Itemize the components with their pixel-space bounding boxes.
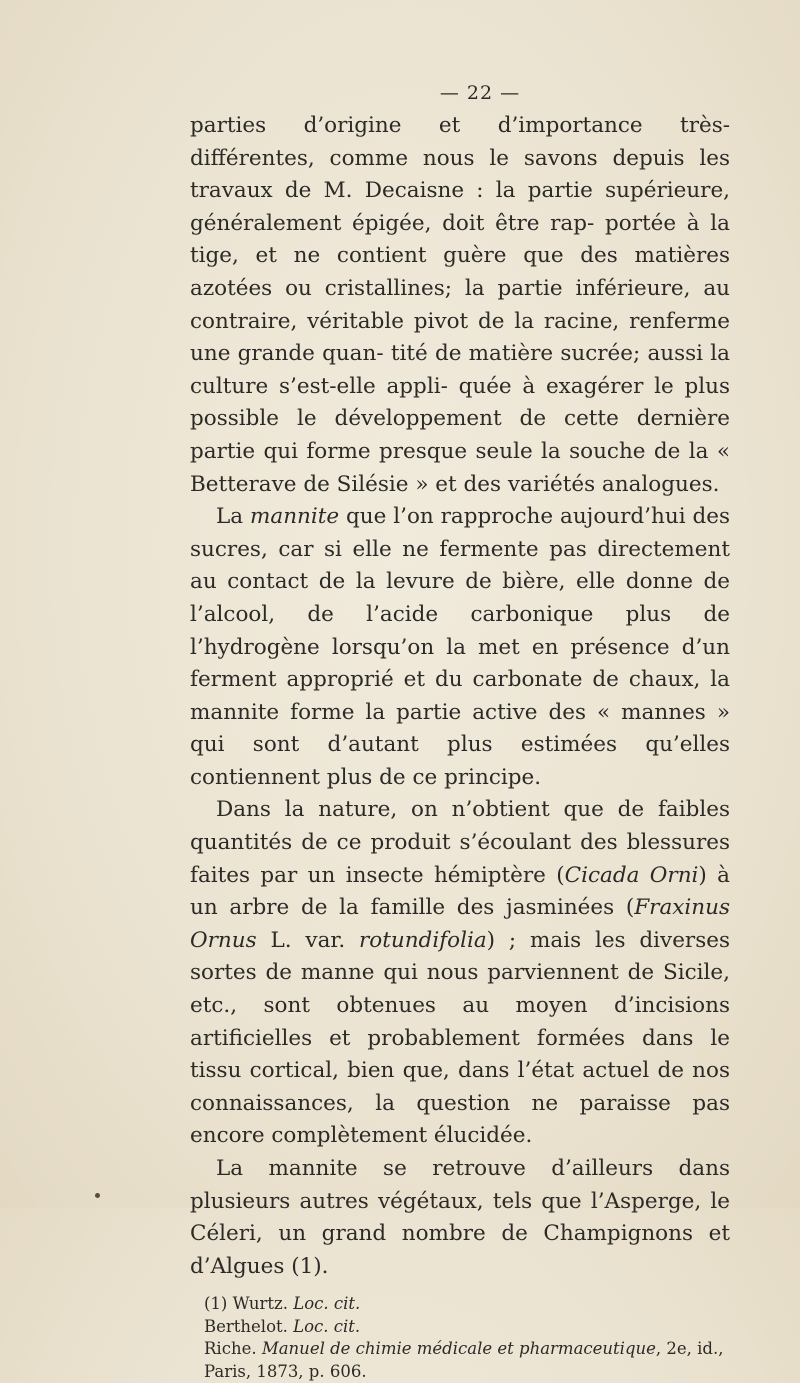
- text-line: parties d’origine et d’importance très-différentes, comme: [190, 113, 730, 171]
- text-line: nous le savons depuis les travaux de M. Decaisne : la: [190, 145, 730, 204]
- footnote-author: (1) Wurtz.: [204, 1294, 294, 1314]
- body-text: [190, 110, 730, 1283]
- footnote-details: , 2e, id., Paris, 1873, p. 606.: [204, 1339, 724, 1381]
- paragraph-betterave: [190, 110, 730, 501]
- book-page: [190, 82, 730, 1383]
- footnote-berthelot: [204, 1316, 730, 1339]
- paragraph-vegetaux: [190, 1153, 730, 1283]
- ink-speck: [95, 1193, 100, 1198]
- footnote-title: Manuel de chimie médicale et pharmaceutique: [261, 1339, 656, 1359]
- text-line: quée à exagérer le plus possible le développement de: [190, 373, 731, 432]
- footnote-author: Berthelot.: [204, 1316, 294, 1336]
- text-line: portée à la tige, et ne contient guère que des matières: [190, 210, 730, 269]
- text-line: véritable pivot de la racine, renferme une grande quan-: [190, 308, 731, 367]
- text-run: La: [216, 504, 250, 530]
- text-line: tité de matière sucrée; aussi la culture s’est-elle appli-: [190, 341, 730, 399]
- text-run: ) ; mais les diverses sortes de manne qui nous parviennent de Sicile, etc., sont obtenues au moyen d’incisions artificielles et probablement formées dans le tissu cortical, bien que, dans l’état actuel de nos connaissances, la question ne paraisse pas encore complètement élucidée.: [190, 927, 730, 1149]
- text-run: La mannite se retrouve d’ailleurs dans plusieurs autres végétaux, tels que l’Asperge, le Céleri, un grand nombre de Champignons et d’Algues (1).: [190, 1156, 730, 1279]
- footnote-ref: Loc. cit.: [293, 1316, 361, 1336]
- text-run: ) à un arbre de la famille des jasminées (: [190, 862, 730, 921]
- text-line: azotées ou cristallines; la partie inférieure, au contraire,: [190, 275, 730, 334]
- italic-term: mannite: [250, 504, 340, 530]
- footnote-wurtz: [204, 1293, 730, 1316]
- paragraph-nature: [190, 794, 730, 1153]
- page-number: — 22 —: [439, 82, 521, 104]
- text-line: de la « Betterave de Silésie » et des variétés analogues.: [190, 438, 730, 497]
- paragraph-mannite: [190, 501, 730, 794]
- footnote-author: Riche.: [204, 1339, 262, 1359]
- text-run: L. var.: [256, 927, 359, 953]
- footnote-ref: Loc. cit.: [293, 1294, 361, 1314]
- footnotes: [190, 1293, 730, 1383]
- text-run: Dans la nature, on n’obtient que de faibles quantités de ce produit s’écoulant des blessures faites par un insecte hémiptère (: [190, 797, 730, 888]
- text-line: cette dernière partie qui forme presque seule la souche: [190, 406, 730, 464]
- italic-term: Cicada Orni: [564, 862, 699, 888]
- footnote-riche: [204, 1338, 730, 1383]
- italic-term: Fraxinus Ornus: [190, 895, 730, 953]
- text-line: partie supérieure, généralement épigée, doit être rap-: [190, 178, 731, 236]
- italic-term: rotundifolia: [359, 927, 487, 953]
- text-run: que l’on rapproche aujourd’hui des sucres, car si elle ne fermente pas directement au contact de la levure de bière, elle donne de l’alcool, de l’acide carbonique plus de l’hydrogène lorsqu’on la met en présence d’un ferment approprié et du carbonate de chaux, la mannite forme la partie active des « mannes » qui sont d’autant plus estimées qu’elles contiennent plus de ce principe.: [190, 504, 730, 790]
